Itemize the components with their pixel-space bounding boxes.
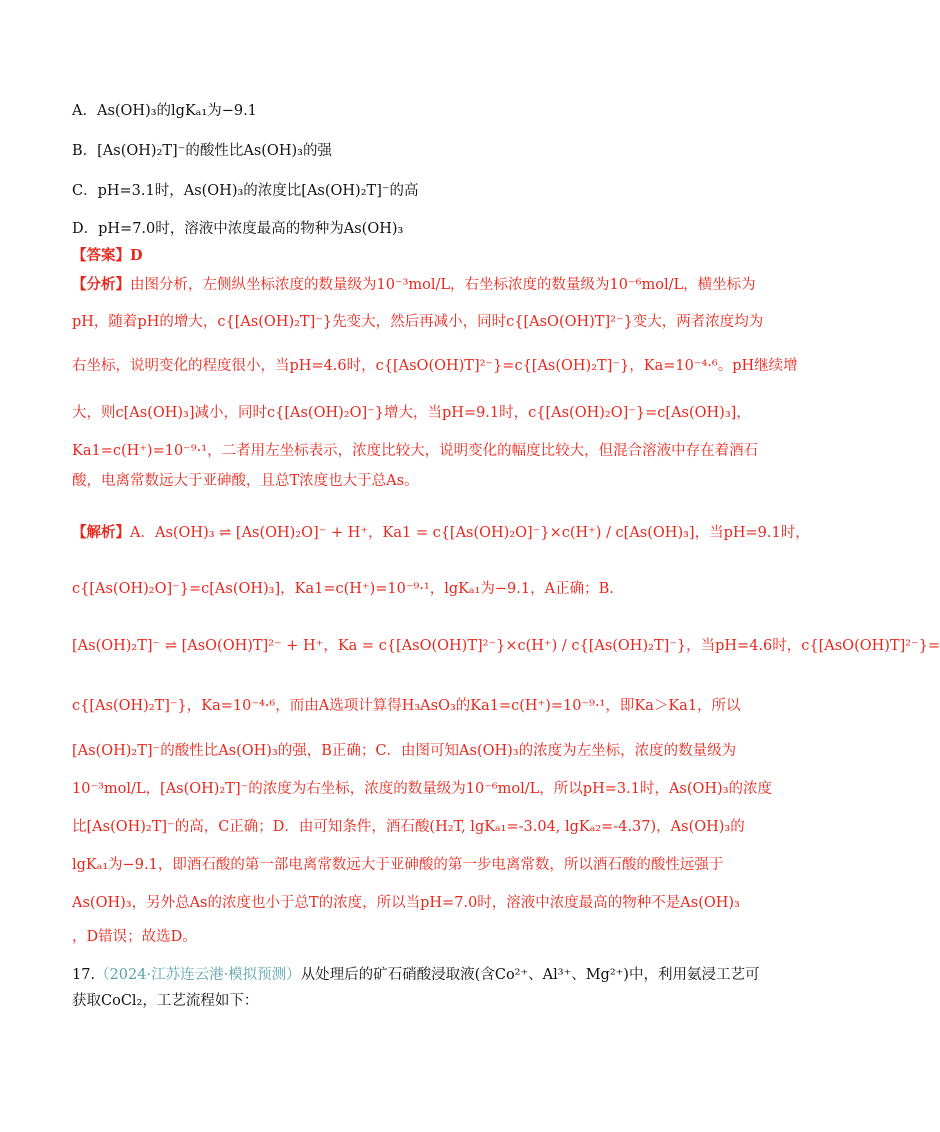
analysis-line-2: pH，随着pH的增大，c{[As(OH)₂T]⁻}先变大，然后再减小，同时c{[AsO(OH)T]²⁻}变大，两者浓度均为 bbox=[72, 314, 764, 330]
question-number: 17. bbox=[72, 967, 96, 983]
question-17-line-2: 获取CoCl₂，工艺流程如下： bbox=[72, 993, 259, 1009]
option-d: D．pH=7.0时，溶液中浓度最高的物种为As(OH)₃ bbox=[72, 221, 404, 237]
analysis-line-3: 右坐标，说明变化的程度很小，当pH=4.6时，c{[AsO(OH)T]²⁻}=c{[As(OH)₂T]⁻}，Ka=10⁻⁴·⁶。pH继续增 bbox=[72, 358, 798, 374]
answer-label: 【答案】 bbox=[72, 247, 130, 264]
solution-line-10: ，D错误；故选D。 bbox=[72, 929, 197, 945]
analysis-line-6: 酸，电离常数远大于亚砷酸，且总T浓度也大于总As。 bbox=[72, 473, 419, 489]
solution-text: A．As(OH)₃ ⇌ [As(OH)₂O]⁻ + H⁺，Ka1 = c{[As(OH)₂O]⁻}×c(H⁺) / c[As(OH)₃]，当pH=9.1时， bbox=[130, 525, 810, 541]
option-a: A．As(OH)₃的lgKₐ₁为−9.1 bbox=[72, 103, 257, 119]
solution-label: 【解析】 bbox=[72, 524, 130, 541]
solution-line-7: 比[As(OH)₂T]⁻的高，C正确；D．由可知条件，酒石酸(H₂T, lgKₐ₁=-3.04, lgKₐ₂=-4.37)，As(OH)₃的 bbox=[72, 819, 745, 835]
solution-line-6: 10⁻³mol/L，[As(OH)₂T]⁻的浓度为右坐标，浓度的数量级为10⁻⁶mol/L，所以pH=3.1时，As(OH)₃的浓度 bbox=[72, 781, 773, 797]
solution-line-4: c{[As(OH)₂T]⁻}，Ka=10⁻⁴·⁶，而由A选项计算得H₃AsO₃的Ka1=c(H⁺)=10⁻⁹·¹，即Ka＞Ka1，所以 bbox=[72, 698, 741, 714]
solution-line-5: [As(OH)₂T]⁻的酸性比As(OH)₃的强，B正确；C．由图可知As(OH)₃的浓度为左坐标，浓度的数量级为 bbox=[72, 743, 737, 759]
solution-line-9: As(OH)₃，另外总As的浓度也小于总T的浓度，所以当pH=7.0时，溶液中浓度最高的物种不是As(OH)₃ bbox=[72, 895, 740, 911]
analysis-line-1 bbox=[72, 274, 756, 296]
question-source: （2024·江苏连云港·模拟预测） bbox=[95, 967, 301, 983]
answer-line bbox=[72, 245, 732, 267]
analysis-label: 【分析】 bbox=[72, 276, 130, 293]
question-text: 从处理后的矿石硝酸浸取液(含Co²⁺、Al³⁺、Mg²⁺)中，利用氨浸工艺可 bbox=[300, 967, 760, 983]
question-17-line-1 bbox=[72, 964, 760, 986]
option-c: C．pH=3.1时，As(OH)₃的浓度比[As(OH)₂T]⁻的高 bbox=[72, 183, 419, 199]
solution-line-1 bbox=[72, 522, 810, 544]
answer-value: D bbox=[130, 247, 143, 264]
solution-line-2: c{[As(OH)₂O]⁻}=c[As(OH)₃]，Ka1=c(H⁺)=10⁻⁹·¹，lgKₐ₁为−9.1，A正确；B. bbox=[72, 581, 614, 597]
option-b: B．[As(OH)₂T]⁻的酸性比As(OH)₃的强 bbox=[72, 143, 332, 159]
solution-line-8: lgKₐ₁为−9.1，即酒石酸的第一部电离常数远大于亚砷酸的第一步电离常数，所以酒石酸的酸性远强于 bbox=[72, 857, 724, 873]
analysis-line-4: 大，则c[As(OH)₃]减小，同时c{[As(OH)₂O]⁻}增大，当pH=9.1时，c{[As(OH)₂O]⁻}=c[As(OH)₃]， bbox=[72, 405, 751, 421]
analysis-text: 由图分析，左侧纵坐标浓度的数量级为10⁻³mol/L，右坐标浓度的数量级为10⁻⁶mol/L，横坐标为 bbox=[130, 277, 756, 293]
analysis-line-5: Ka1=c(H⁺)=10⁻⁹·¹，二者用左坐标表示，浓度比较大，说明变化的幅度比较大，但混合溶液中存在着酒石 bbox=[72, 443, 759, 459]
solution-line-3: [As(OH)₂T]⁻ ⇌ [AsO(OH)T]²⁻ + H⁺，Ka = c{[AsO(OH)T]²⁻}×c(H⁺) / c{[As(OH)₂T]⁻}，当pH=4.6时，c{[AsO(OH)T]²⁻}= bbox=[72, 638, 940, 654]
